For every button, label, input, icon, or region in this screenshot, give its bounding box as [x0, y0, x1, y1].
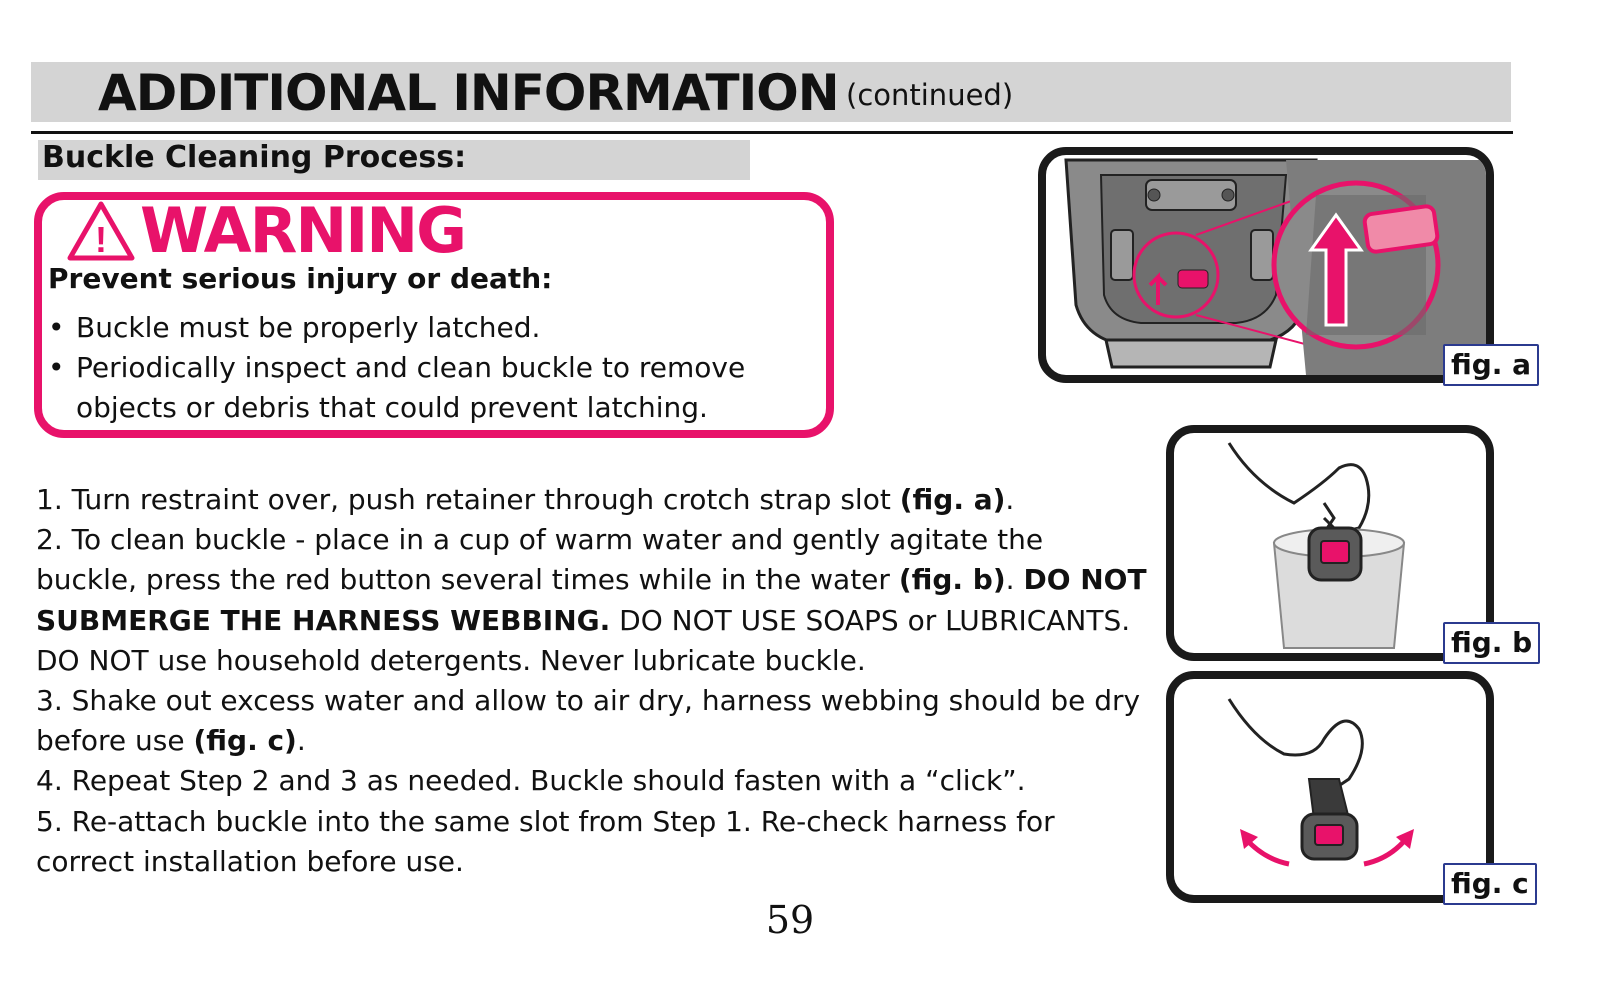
bullet: •: [48, 351, 65, 384]
warning-subtitle: Prevent serious injury or death:: [48, 262, 553, 295]
step-text: 4. Repeat Step 2 and 3 as needed. Buckle should fasten with a “click”.: [36, 764, 1026, 798]
step-text: DO NOT USE SOAPS or LUBRICANTS. DO NOT use household detergents. Never lubricate buckle.: [36, 603, 1131, 677]
step-2: [36, 520, 1151, 681]
step-text: .: [1005, 483, 1015, 516]
warning-heading: [66, 196, 465, 266]
page-subtitle: (continued): [846, 78, 1014, 112]
fig-ref: (fig. b): [898, 563, 1006, 597]
warning-item: [48, 348, 808, 428]
page-number: 59: [765, 898, 815, 942]
step-text: .: [1005, 563, 1024, 597]
step-5: [36, 802, 1151, 882]
buckle-in-water-cup-icon: [1174, 433, 1486, 653]
figure-b-label: fig. b: [1443, 622, 1540, 664]
step-text: 1. Turn restraint over, push retainer through crotch strap slot: [36, 483, 900, 516]
figure-a-label: fig. a: [1443, 344, 1539, 386]
warning-icon-symbol: !: [95, 219, 107, 260]
warning-title: WARNING: [140, 194, 466, 267]
fig-ref: (fig. a): [899, 483, 1006, 516]
step-text: 5. Re-attach buckle into the same slot from Step 1. Re-check harness for correct installation before use.: [36, 804, 1055, 878]
figure-a: [1038, 147, 1494, 383]
step-4: [36, 761, 1151, 801]
fig-ref: (fig. c): [193, 724, 297, 758]
warning-item-text: Periodically inspect and clean buckle to remove objects or debris that could prevent latching.: [76, 351, 746, 424]
bullet: •: [48, 311, 65, 344]
warning-list: [48, 308, 808, 428]
step-emphasis: DO NOT SUBMERGE THE HARNESS WEBBING.: [36, 563, 1147, 637]
car-seat-underside-icon: [1046, 155, 1486, 375]
page-title: ADDITIONAL INFORMATION: [98, 64, 839, 122]
step-3: [36, 681, 1151, 761]
step-text: 2. To clean buckle - place in a cup of warm water and gently agitate the buckle, press the red button several times while in the water: [36, 523, 1044, 597]
step-text: 3. Shake out excess water and allow to air dry, harness webbing should be dry before use: [36, 684, 1141, 758]
step-text: .: [296, 724, 306, 758]
warning-item: [48, 308, 808, 348]
section-title: Buckle Cleaning Process:: [42, 140, 467, 175]
warning-item-text: Buckle must be properly latched.: [76, 311, 541, 344]
step-1: [36, 480, 1151, 520]
warning-triangle-icon: [66, 200, 136, 262]
steps-list: [36, 480, 1151, 882]
figure-c-label: fig. c: [1443, 863, 1537, 905]
header-divider: [31, 131, 1513, 134]
buckle-shake-dry-icon: [1174, 679, 1486, 895]
